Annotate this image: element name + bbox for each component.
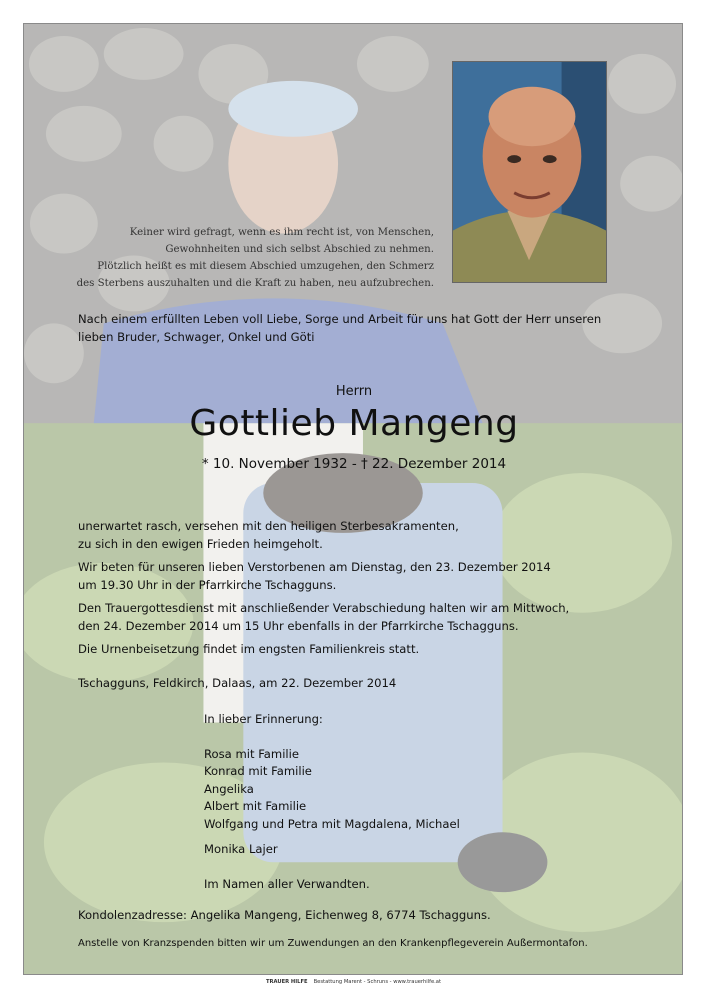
paragraph-line: Den Trauergottesdienst mit anschließender Verabschiedung halten wir am Mittwoch,	[78, 601, 570, 615]
mourner: Albert mit Familie	[204, 799, 307, 813]
mourner: Rosa mit Familie	[204, 746, 300, 761]
intro-text	[78, 311, 638, 346]
mourners-closing: Im Namen aller Verwandten.	[204, 876, 370, 891]
mourner: Konrad mit Familie	[204, 764, 312, 778]
footer-text: Bestattung Marent - Schruns - www.trauerhilfe.at	[313, 979, 442, 985]
mourners-list	[204, 711, 460, 893]
paragraph-line: zu sich in den ewigen Frieden heimgeholt.	[78, 536, 323, 551]
quote-line: Plötzlich heißt es mit diesem Abschied umzugehen, den Schmerz	[97, 261, 434, 272]
paragraph-line: Wir beten für unseren lieben Verstorbenen am Dienstag, den 23. Dezember 2014	[78, 560, 551, 574]
footer	[0, 979, 707, 985]
life-dates: * 10. November 1932 - † 22. Dezember 2014	[201, 456, 507, 472]
mourner: Wolfgang und Petra mit Magdalena, Michael	[204, 816, 460, 831]
mourner: Monika Lajer	[204, 842, 278, 856]
paragraph-line: unerwartet rasch, versehen mit den heiligen Sterbesakramenten,	[78, 519, 459, 533]
condolence-address: Kondolenzadresse: Angelika Mangeng, Eichenweg 8, 6774 Tschagguns.	[78, 908, 491, 922]
donation-note: Anstelle von Kranzspenden bitten wir um Zuwendungen an den Krankenpflegeverein Außermontafon.	[78, 938, 588, 949]
quote-line: des Sterbens auszuhalten und die Kraft zu haben, neu aufzubrechen.	[76, 278, 434, 289]
parte-frame	[23, 23, 683, 975]
paragraph-line: den 24. Dezember 2014 um 15 Uhr ebenfalls in der Pfarrkirche Tschagguns.	[78, 618, 519, 633]
memorial-quote	[64, 224, 434, 292]
quote-line: Gewohnheiten und sich selbst Abschied zu nehmen.	[165, 244, 434, 255]
intro-line: lieben Bruder, Schwager, Onkel und Göti	[78, 329, 315, 344]
salutation: Herrn	[335, 384, 373, 399]
place-date: Tschagguns, Feldkirch, Dalaas, am 22. Dezember 2014	[78, 676, 397, 690]
mourner: Angelika	[204, 781, 254, 796]
paragraph-line: um 19.30 Uhr in der Pfarrkirche Tschagguns.	[78, 577, 337, 592]
portrait-photo	[452, 61, 607, 283]
footer-brand: TRAUER HILFE	[265, 979, 308, 985]
intro-line: Nach einem erfüllten Leben voll Liebe, Sorge und Arbeit für uns hat Gott der Herr unseren	[78, 312, 602, 326]
announcement-body	[78, 512, 658, 665]
paragraph-line: Die Urnenbeisetzung findet im engsten Familienkreis statt.	[78, 642, 420, 656]
deceased-name: Gottlieb Mangeng	[189, 403, 519, 444]
quote-line: Keiner wird gefragt, wenn es ihm recht ist, von Menschen,	[129, 227, 434, 238]
mourners-heading: In lieber Erinnerung:	[204, 712, 323, 726]
